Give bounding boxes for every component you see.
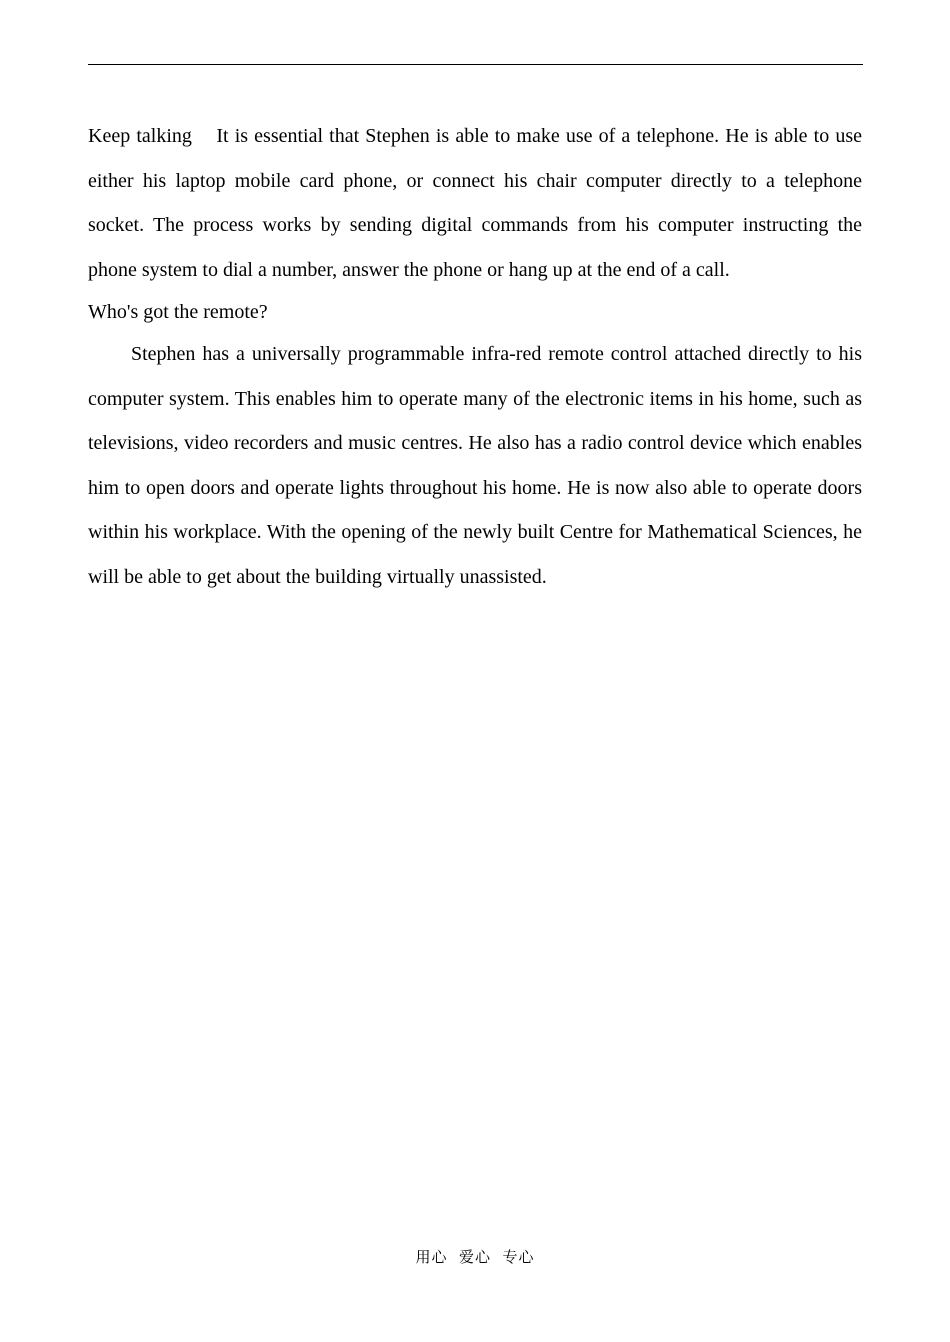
- section-title-keep-talking: Keep talking: [88, 125, 192, 147]
- page-footer: 用心 爱心 专心: [415, 1248, 535, 1266]
- header-rule: [88, 64, 863, 65]
- document-body: [88, 114, 862, 599]
- section-body-remote: Stephen has a universally programmable infra-red remote control attached directly to his computer system. This enables him to operate many of the electronic items in his home, such as televisions, video recorders and music centres. He also has a radio control device which enables him to open doors and operate lights throughout his home. He is now also able to operate doors within his workplace. With the opening of the newly built Centre for Mathematical Sciences, he will be able to get about the building virtually unassisted.: [88, 343, 862, 588]
- section-body-keep-talking: It is essential that Stephen is able to make use of a telephone. He is able to use either his laptop mobile card phone, or connect his chair computer directly to a telephone socket. The process works by sending digital commands from his computer instructing the phone system to dial a number, answer the phone or hang up at the end of a call.: [88, 125, 862, 281]
- paragraph-keep-talking: [88, 114, 862, 292]
- section-title-remote: Who's got the remote?: [88, 301, 268, 323]
